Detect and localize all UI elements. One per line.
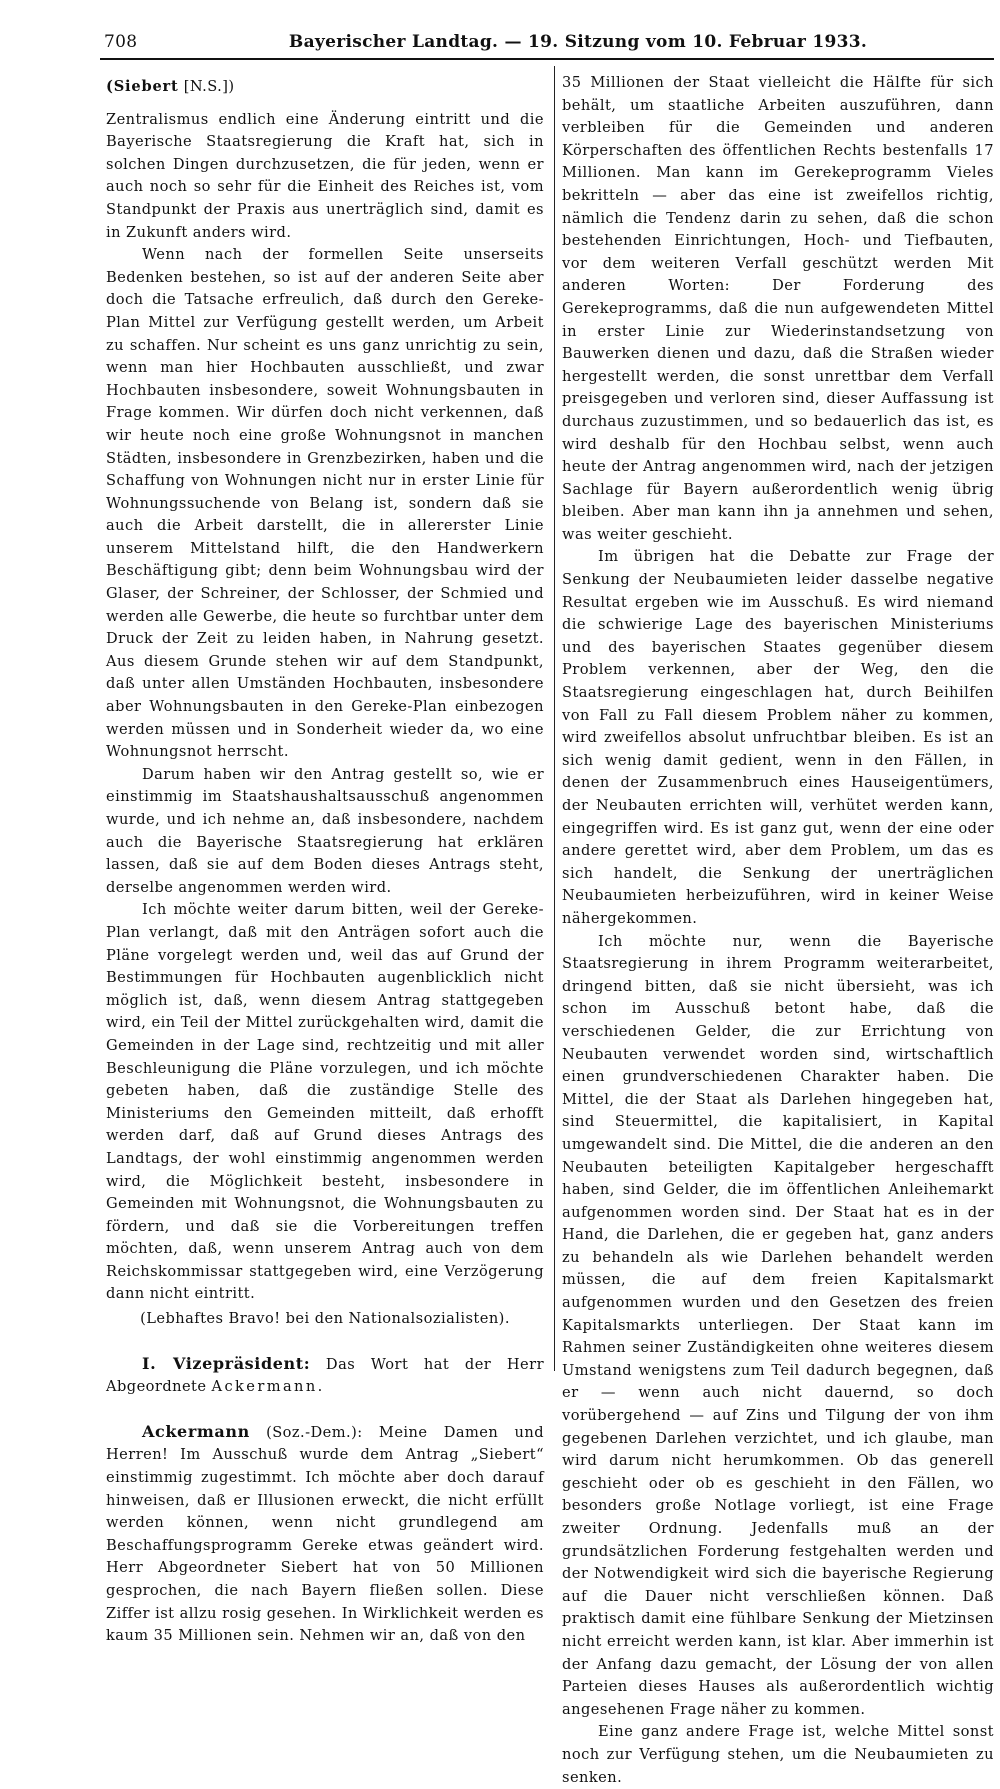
paragraph: Ich möchte weiter darum bitten, weil der Gereke-Plan verlangt, daß mit den Anträgen sofort auch die Pläne vorgelegt werden und, weil das auf Grund der Bestimmungen für Hochbauten augenblicklich nicht möglich ist, daß, wenn diesem Antrag stattgegeben wird, ein Teil der Mittel zurückgehalten wird, damit die Gemeinden in der Lage sind, rechtzeitig und mit aller Beschleunigung die Pläne vorzulegen, und ich möchte gebeten haben, daß die zuständige Stelle des Ministeriums den Gemeinden mitteilt, daß erhofft werden darf, daß auf Grund dieses Antrags des Landtags, der wohl einstimmig angenommen werden wird, die Möglichkeit besteht, insbesondere in Gemeinden mit Wohnungsnot, die Wohnungsbauten zu fördern, und daß sie die Vorbereitungen treffen möchten, daß, wenn unserem Antrag auch von dem Reichskommissar stattgegeben wird, eine Verzögerung dann nicht eintritt.	[106, 901, 544, 1303]
paragraph: Wenn nach der formellen Seite unserseits Bedenken bestehen, so ist auf der anderen Seite aber doch die Tatsache erfreulich, daß durch den Gereke-Plan Mittel zur Verfügung gestellt werden, um Arbeit zu schaffen. Nur scheint es uns ganz unrichtig zu sein, wenn man hier Hochbauten ausschließt, und zwar Hochbauten insbesondere, soweit Wohnungsbauten in Frage kommen. Wir dürfen doch nicht verkennen, daß wir heute noch eine große Wohnungsnot in manchen Städten, insbesondere in Grenzbezirken, haben und die Schaffung von Wohnungen nicht nur in erster Linie für Wohnungssuchende von Belang ist, sondern daß sie auch die Arbeit darstellt, die in allererster Linie unserem Mittelstand hilft, die den Handwerkern Beschäftigung gibt; denn beim Wohnungsbau wird der Glaser, der Schreiner, der Schlosser, der Schmied und werden alle Gewerbe, die heute so furchtbar unter dem Druck der Zeit zu leiden haben, in Nahrung gesetzt. Aus diesem Grunde stehen wir auf dem Standpunkt, daß unter allen Umständen Hochbauten, insbesondere aber Wohnungsbauten in den Gereke-Plan einbezogen werden müssen und in Sonderheit wieder da, wo eine Wohnungsnot herrscht.	[106, 246, 544, 761]
vice-president-remark	[106, 1353, 544, 1399]
vice-president-text: Das Wort hat der Herr Abgeordnete	[106, 1355, 544, 1396]
vice-president-label: I. Vizepräsident:	[142, 1353, 311, 1373]
speech-text: Meine Damen und Herren! Im Ausschuß wurde dem Antrag „Siebert“ einstimmig zugestimmt. Ich möchte aber doch darauf hinweisen, daß er Illusionen erweckt, die nicht erfüllt werden können, wenn nicht grundlegend am Beschaffungsprogramm Gereke etwas geändert wird. Herr Abgeordneter Siebert hat von 50 Millionen gesprochen, die nach Bayern fließen sollen. Diese Ziffer ist allzu rosig gesehen. In Wirklichkeit werden es kaum 35 Millionen sein. Nehmen wir an, daß von den	[106, 1423, 544, 1645]
called-speaker-name: Ackermann.	[211, 1378, 325, 1396]
paragraph: 35 Millionen der Staat vielleicht die Hälfte für sich behält, um staatliche Arbeiten auszuführen, dann verbleiben für die Gemeinden und anderen Körperschaften des öffentlichen Rechts bestenfalls 17 Millionen. Man kann im Gerekeprogramm Vieles bekritteln — aber das eine ist zweifellos richtig, nämlich die Tendenz darin zu sehen, daß die schon bestehenden Einrichtungen, Hoch- und Tiefbauten, vor dem weiteren Verfall geschützt werden Mit anderen Worten: Der Forderung des Gerekeprogramms, daß die nun aufgewendeten Mittel in erster Linie zur Wiederinstandsetzung von Bauwerken dienen und dazu, daß die Straßen wieder hergestellt werden, die sonst unrettbar dem Verfall preisgegeben und verloren sind, dieser Auffassung ist durchaus zuzustimmen, und so bedauerlich das ist, es wird deshalb für den Hochbau selbst, wenn auch heute der Antrag angenommen wird, nach der jetzigen Sachlage für Bayern außerordentlich wenig übrig bleiben. Aber man kann ihn ja annehmen und sehen, was weiter geschieht.	[562, 74, 994, 543]
paragraph: Eine ganz andere Frage ist, welche Mittel sonst noch zur Verfügung stehen, um die Neubaumieten zu senken.	[562, 1723, 994, 1786]
left-column	[106, 72, 544, 1648]
speaker-party: [N.S.])	[183, 78, 235, 95]
running-title: Bayerischer Landtag. — 19. Sitzung vom 10. Februar 1933.	[288, 32, 868, 52]
applause-note: (Lebhaftes Bravo! bei den Nationalsozialisten).	[140, 1310, 510, 1328]
running-header	[104, 32, 992, 60]
header-rule	[100, 58, 994, 60]
paragraph: Zentralismus endlich eine Änderung eintritt und die Bayerische Staatsregierung die Kraft hat, sich in solchen Dingen durchzusetzen, die für jeden, wenn er auch noch so sehr für die Einheit des Reiches ist, vom Standpunkt der Praxis aus unerträglich sind, damit es in Zukunft anders wird.	[106, 110, 544, 241]
speaker-name: Ackermann	[142, 1421, 250, 1441]
paragraph: Im übrigen hat die Debatte zur Frage der Senkung der Neubaumieten leider dasselbe negative Resultat ergeben wie im Ausschuß. Es wird niemand die schwierige Lage des bayerischen Ministeriums und des bayerischen Staates gegenüber diesem Problem verkennen, aber der Weg, den die Staatsregierung eingeschlagen hat, durch Beihilfen von Fall zu Fall diesem Problem näher zu kommen, wird zweifellos absolut unfruchtbar bleiben. Es ist an sich wenig damit gedient, wenn in den Fällen, in denen der Zusammenbruch eines Hauseigentümers, der Neubauten errichten will, verhütet werden kann, eingegriffen wird. Es ist ganz gut, wenn der eine oder andere gerettet wird, aber dem Problem, um das es sich handelt, die Senkung der unerträglichen Neubaumieten herbeizuführen, wird in keiner Weise nähergekommen.	[562, 548, 994, 927]
paragraph: Darum haben wir den Antrag gestellt so, wie er einstimmig im Staatshaushaltsausschuß angenommen wurde, und ich nehme an, daß insbesondere, nachdem auch die Bayerische Staatsregierung hat erklären lassen, daß sie auf dem Boden dieses Antrags steht, derselbe angenommen werden wird.	[106, 765, 544, 896]
right-column	[562, 72, 994, 1789]
speaker-continuation-tag	[106, 76, 544, 99]
page-number: 708	[104, 32, 138, 52]
column-divider	[554, 66, 555, 1371]
speaker-name: (Siebert	[106, 78, 179, 95]
paragraph	[106, 1421, 544, 1648]
paragraph: Ich möchte nur, wenn die Bayerische Staatsregierung in ihrem Programm weiterarbeitet, dringend bitten, daß sie nicht übersieht, was ich schon im Ausschuß betont habe, daß die verschiedenen Gelder, die zur Errichtung von Neubauten verwendet worden sind, wirtschaftlich einen grundverschiedenen Charakter haben. Die Mittel, die der Staat als Darlehen hingegeben hat, sind Steuermittel, die kapitalisiert, in Kapital umgewandelt sind. Die Mittel, die die anderen an den Neubauten beteiligten Kapitalgeber hergeschafft haben, sind Gelder, die im öffentlichen Anleihemarkt aufgenommen worden sind. Der Staat hat es in der Hand, die Darlehen, die er gegeben hat, ganz anders zu behandeln als wie Darlehen behandelt werden müssen, die auf dem freien Kapitalsmarkt aufgenommen wurden und den Gesetzen des freien Kapitalsmarkts unterliegen. Der Staat kann im Rahmen seiner Zuständigkeiten ohne weiteres diesem Umstand wenigstens zum Teil dadurch begegnen, daß er — wenn auch nicht dauernd, so doch vorübergehend — auf Zins und Tilgung der von ihm gegebenen Darlehen verzichtet, und ich glaube, man wird darum nicht herumkommen. Ob das generell geschieht oder ob es geschieht in den Fällen, wo besonders große Notlage vorliegt, ist eine Frage zweiter Ordnung. Jedenfalls muß an der grundsätzlichen Forderung festgehalten werden und der Notwendigkeit wird sich die bayerische Regierung auf die Dauer nicht verschließen können. Daß praktisch damit eine fühlbare Senkung der Mietzinsen nicht erreicht werden kann, ist klar. Aber immerhin ist der Anfang dazu gemacht, der Lösung der von allen Parteien dieses Hauses als außerordentlich wichtig angesehenen Frage näher zu kommen.	[562, 932, 994, 1718]
speaker-party: (Soz.-Dem.):	[266, 1423, 363, 1441]
